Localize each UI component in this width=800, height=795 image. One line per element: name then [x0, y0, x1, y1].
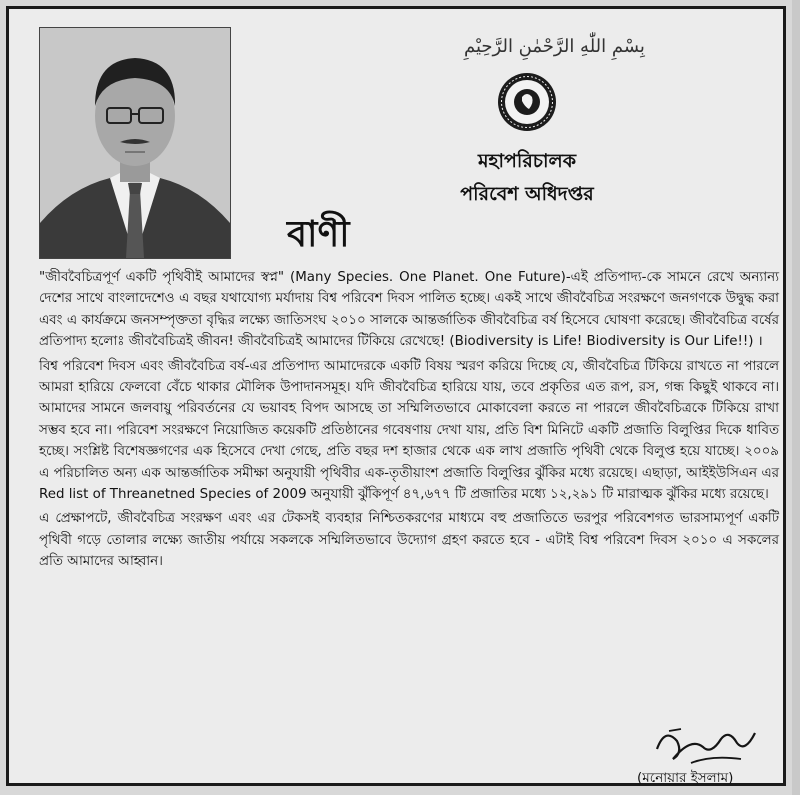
- signer-name: (মনোয়ার ইসলাম): [637, 770, 734, 786]
- bismillah-calligraphy: بِسْمِ اللّٰهِ الرَّحْمٰنِ الرَّحِيْمِ: [464, 36, 645, 57]
- message-body: [39, 267, 779, 576]
- message-frame: [6, 6, 786, 786]
- page-edge: [792, 0, 800, 795]
- paragraph-2: বিশ্ব পরিবেশ দিবস এবং জীববৈচিত্র বর্ষ-এর প্রতিপাদ্য আমাদেরকে একটি বিষয় স্মরণ করিয়ে দিচ্ছে যে, জীববৈচিত্র টিকিয়ে রাখতে না পারলে আমরা হারিয়ে ফেলবো বেঁচে থাকার মৌলিক উপাদানসমূহ। যদি জীববৈচিত্র হারিয়ে যায়, তবে প্রকৃতির এত রূপ, রস, গন্ধ কিছুই থাকবে না। আমাদের সামনে জলবায়ু পরিবর্তনের যে ভয়াবহ বিপদ আসছে তা সম্মিলিতভাবে মোকাবেলা করতে না পারলে জীববৈচিত্রকে টিকিয়ে রাখা সম্ভব হবে না। পরিবেশ সংরক্ষণে নিয়োজিত কয়েকটি প্রতিষ্ঠানের গবেষণায় দেখা যায়, প্রতি বিশ মিনিটে একটি প্রজাতি বিলুপ্তির দিকে ধাবিত হচ্ছে। সংশ্লিষ্ট বিশেষজ্ঞগণের এক হিসেবে দেখা গেছে, প্রতি বছর দশ হাজার থেকে এক লাখ প্রজাতি পৃথিবী থেকে বিলুপ্ত হয়ে যাচ্ছে। ২০০৯ এ পরিচালিত অন্য এক আন্তর্জাতিক সমীক্ষা অনুযায়ী পৃথিবীর এক-তৃতীয়াংশ প্রজাতি বিলুপ্তির ঝুঁকির মধ্যে রয়েছে। এছাড়া, আইইউসিএন এর Red list of Threanetned Species of 2009 অনুযায়ী ঝুঁকিপূর্ণ ৪৭,৬৭৭ টি প্রজাতির মধ্যে ১২,২৯১ টি মারাত্মক ঝুঁকির মধ্যে রয়েছে।: [39, 358, 779, 503]
- portrait-photo: [39, 27, 231, 259]
- paragraph-1: "জীববৈচিত্রপূর্ণ একটি পৃথিবীই আমাদের স্বপ্ন" (Many Species. One Planet. One Future)-এই প্রতিপাদ্য-কে সামনে রেখে অন্যান্য দেশের সাথে বাংলাদেশেও এ বছর যথাযোগ্য মর্যাদায় বিশ্ব পরিবেশ দিবস পালিত হচ্ছে। একই সাথে জীববৈচিত্র সংরক্ষণে জনগণকে উদ্বুদ্ধ করা এবং এ কার্যক্রমে জনসম্পৃক্ততা বৃদ্ধির লক্ষ্যে জাতিসংঘ ২০১০ সালকে আন্তর্জাতিক জীববৈচিত্র বর্ষ হিসেবে ঘোষণা করেছে। জীববৈচিত্র বর্ষের প্রতিপাদ্য হলোঃ জীববৈচিত্রই জীবন! জীববৈচিত্রই আমাদের টিকিয়ে রেখেছে! (Biodiversity is Life! Biodiversity is Our Life!!) ।: [39, 270, 779, 350]
- designation-block: [447, 145, 607, 211]
- handwritten-signature: [651, 719, 761, 769]
- paragraph-3: এ প্রেক্ষাপটে, জীববৈচিত্র সংরক্ষণ এবং এর টেকসই ব্যবহার নিশ্চিতকরণের মাধ্যমে বহু প্রজাতিতে ভরপুর পরিবেশগত ভারসাম্যপূর্ণ একটি পৃথিবী গড়ে তোলার লক্ষ্যে জাতীয় পর্যায়ে সকলকে সম্মিলিতভাবে উদ্যোগ গ্রহণ করতে হবে - এটাই বিশ্ব পরিবেশ দিবস ২০১০ এ সকলের প্রতি আমাদের আহ্বান।: [39, 511, 779, 570]
- government-seal-icon: [496, 71, 558, 133]
- designation-title: মহাপরিচালক: [477, 150, 577, 172]
- department-name: পরিবেশ অধিদপ্তর: [460, 183, 594, 205]
- message-heading: বাণী: [287, 213, 350, 255]
- portrait-image: [40, 28, 230, 258]
